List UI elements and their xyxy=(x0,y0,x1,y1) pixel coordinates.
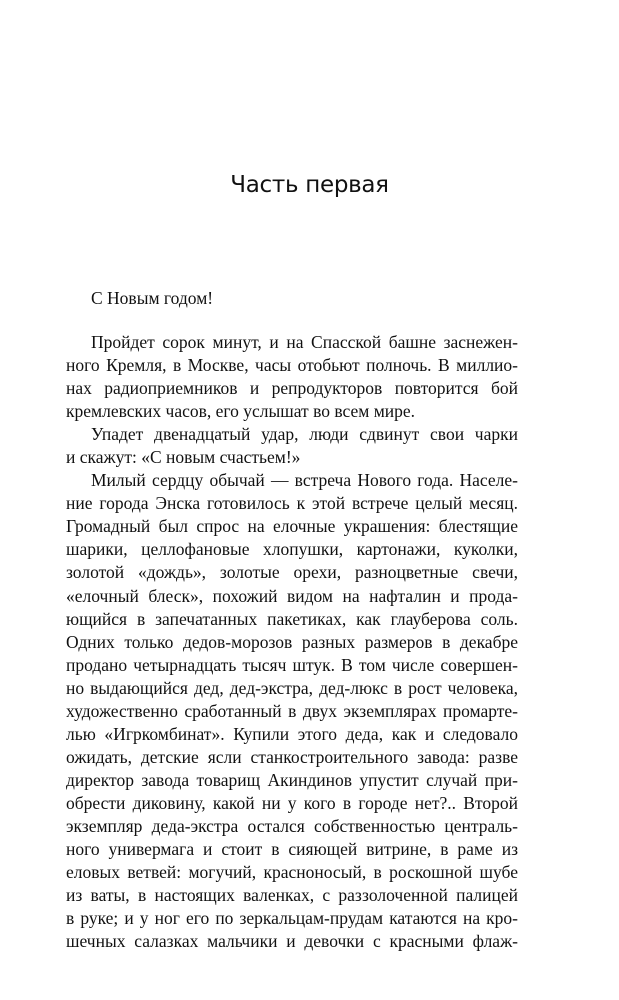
text-line: ного Кремля, в Москве, часы отобьют полночь. В миллио- xyxy=(66,355,518,376)
text-line: из ваты, в настоящих валенках, с раззолоченной палицей xyxy=(66,885,518,906)
body-text xyxy=(66,331,518,953)
text-line: ожидать, детские ясли станкостроительного завода: разве xyxy=(66,746,518,767)
text-line: обрести диковину, какой ни у кого в городе нет?.. Второй xyxy=(66,792,518,813)
part-title: Часть первая xyxy=(230,172,389,198)
text-line: «елочный блеск», похожий видом на нафталин и прода- xyxy=(66,585,518,606)
text-line: экземпляр деда-экстра остался собственностью централь- xyxy=(66,815,518,836)
text-line: ного универмага и стоит в сияющей витрине, в раме из xyxy=(66,839,518,860)
text-line: еловых ветвей: могучий, красноносый, в роскошной шубе xyxy=(66,862,518,883)
text-line: золотой «дождь», золотые орехи, разноцветные свечи, xyxy=(66,562,518,583)
text-line: Одних только дедов-морозов разных размеров в декабре xyxy=(66,631,518,652)
text-line: шарики, целлофановые хлопушки, картонажи, куколки, xyxy=(66,539,518,560)
text-line: кремлевских часов, его услышат во всем мире. xyxy=(66,401,416,422)
text-line: и скажут: «С новым счастьем!» xyxy=(66,447,301,468)
text-line: Упадет двенадцатый удар, люди сдвинут свои чарки xyxy=(91,424,518,445)
text-line: ние города Энска готовилось к этой встрече целый месяц. xyxy=(66,493,518,514)
text-line: в руке; и у ног его по зеркальцам-прудам катаются на кро- xyxy=(66,908,518,929)
text-line: продано четырнадцать тысяч штук. В том числе совершен- xyxy=(66,654,518,675)
greeting-line: С Новым годом! xyxy=(91,288,214,308)
text-line: Громадный был спрос на елочные украшения: блестящие xyxy=(66,516,518,537)
text-line: но выдающийся дед, дед-экстра, дед-люкс в рост человека, xyxy=(66,677,518,698)
text-line: лью «Игркомбинат». Купили этого деда, как и следовало xyxy=(66,723,518,744)
text-line: Милый сердцу обычай — встреча Нового года. Населе- xyxy=(91,470,518,491)
text-line: ющийся в запечатанных пакетиках, как глауберова соль. xyxy=(66,608,518,629)
text-line: художественно сработанный в двух экземплярах промарте- xyxy=(66,700,518,721)
text-line: директор завода товарищ Акиндинов упустит случай при- xyxy=(66,769,518,790)
text-line: Пройдет сорок минут, и на Спасской башне заснежен- xyxy=(91,332,518,352)
text-line: шечных салазках мальчики и девочки с красными флаж- xyxy=(66,931,518,952)
text-line: нах радиоприемников и репродукторов повторится бой xyxy=(66,378,518,399)
